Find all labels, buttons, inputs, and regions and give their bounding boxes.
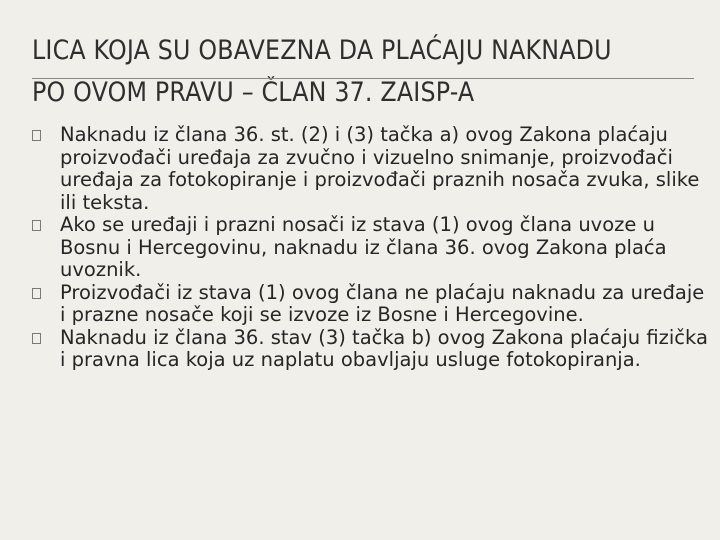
bullet-text: Naknadu iz člana 36. stav (3) tačka b) ovog Zakona plaćaju fizička i pravna lica koja uz naplatu obavljaju usluge fotokopiranja. — [60, 325, 708, 371]
bullet-text: Proizvođači iz stava (1) ovog člana ne plaćaju naknadu za uređaje i prazne nosače koji se izvoze iz Bosne i Hercegovine. — [60, 280, 705, 326]
square-bullet-icon — [32, 220, 41, 231]
bullet-item — [32, 282, 712, 327]
bullet-item — [32, 124, 712, 214]
bullet-text: Naknadu iz člana 36. st. (2) i (3) tačka a) ovog Zakona plaćaju proizvođači uređaja za zvučno i vizuelno snimanje, proizvođači uređaja za fotokopiranje i proizvođači praznih nosača zvuka, slike ili teksta. — [60, 123, 700, 214]
bullet-text: Ako se uređaji i prazni nosači iz stava (1) ovog člana uvoze u Bosnu i Hercegovinu, naknadu iz člana 36. ovog Zakona plaća uvoznik. — [60, 213, 667, 281]
bullet-item — [32, 214, 712, 282]
title-underline — [32, 78, 694, 79]
square-bullet-icon — [32, 333, 41, 344]
slide-title: LICA KOJA SU OBAVEZNA DA PLAĆAJU NAKNADU PO OVOM PRAVU – ČLAN 37. ZAISP-A — [32, 35, 612, 108]
square-bullet-icon — [32, 130, 41, 141]
square-bullet-icon — [32, 288, 41, 299]
bullet-item — [32, 327, 712, 372]
bullet-list — [32, 124, 712, 372]
